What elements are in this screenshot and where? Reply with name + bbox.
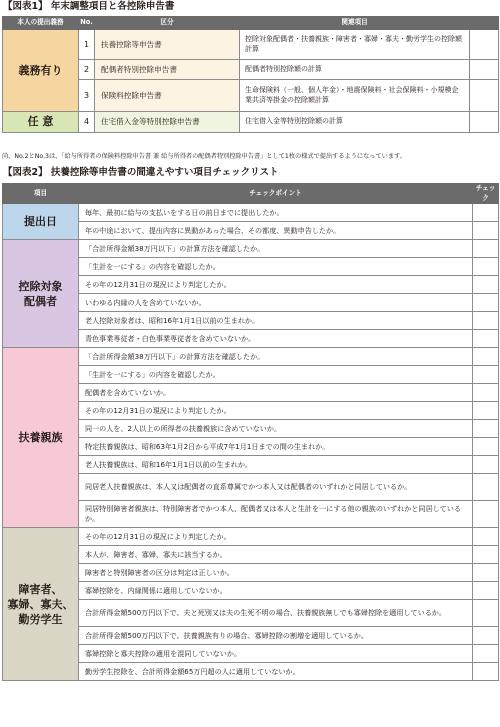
header-item: 項目 xyxy=(3,184,79,204)
check-box-cell[interactable] xyxy=(473,294,499,312)
table-row xyxy=(3,348,499,366)
table-row xyxy=(3,112,499,133)
blank-cell xyxy=(470,60,499,80)
checkpoint-text: 合計所得金額500万円以下で、夫と死別又は夫の生死不明の場合、扶養親族無しでも寡婦控除を適用しているか。 xyxy=(79,600,473,627)
check-box-cell[interactable] xyxy=(473,600,499,627)
checkpoint-text: 青色事業専従者・白色事業専従者を含めていないか。 xyxy=(79,330,473,348)
row-number: 3 xyxy=(79,80,95,112)
check-box-cell[interactable] xyxy=(473,420,499,438)
checkpoint-text: 本人が、障害者、寡婦、寡夫に該当するか。 xyxy=(79,546,473,564)
header-checkpoint: チェックポイント xyxy=(79,184,473,204)
header-blank xyxy=(470,17,499,30)
form-name: 保険料控除申告書 xyxy=(95,80,240,112)
header-no: No. xyxy=(79,17,95,30)
header-category: 区分 xyxy=(95,17,240,30)
row-number: 4 xyxy=(79,112,95,133)
checkpoint-text: 老人扶養親族は、昭和16年1月1日以前の生まれか。 xyxy=(79,456,473,474)
row-number: 2 xyxy=(79,60,95,80)
group-label: 提出日 xyxy=(3,204,79,240)
checkpoint-text: 同一の人を、2人以上の所得者の扶養親族に含めていないか。 xyxy=(79,420,473,438)
table1-header-row xyxy=(3,17,499,30)
checkpoint-text: 合計所得金額500万円以下で、扶養親族有りの場合、寡婦控除の割増を適用しているか。 xyxy=(79,627,473,645)
related-items: 控除対象配偶者・扶養親族・障害者・寡婦・寡夫・勤労学生の控除額計算 xyxy=(240,30,470,60)
group-label-line: 勤労学生 xyxy=(18,612,63,626)
checklist-table xyxy=(2,183,499,681)
checkpoint-text: 毎年、最初に給与の支払いをする日の前日までに提出したか。 xyxy=(79,204,473,222)
header-check: チェック xyxy=(473,184,499,204)
checkpoint-text: 同居特別障害者親族は、特別障害者でかつ本人、配偶者又は本人と生計を一にする他の親族のいずれかと同居しているか。 xyxy=(79,501,473,528)
table-row xyxy=(3,240,499,258)
group-label-line: 寡婦、寡夫、 xyxy=(7,597,74,611)
table-row xyxy=(3,204,499,222)
check-box-cell[interactable] xyxy=(473,276,499,294)
related-items: 配偶者特別控除額の計算 xyxy=(240,60,470,80)
checkpoint-text: 「生計を一にする」の内容を確認したか。 xyxy=(79,258,473,276)
checkpoint-text: 障害者と特別障害者の区分は判定は正しいか。 xyxy=(79,564,473,582)
check-box-cell[interactable] xyxy=(473,240,499,258)
checkpoint-text: 「生計を一にする」の内容を確認したか。 xyxy=(79,366,473,384)
check-box-cell[interactable] xyxy=(473,312,499,330)
check-box-cell[interactable] xyxy=(473,474,499,501)
group-label xyxy=(3,528,79,681)
blank-cell xyxy=(470,112,499,133)
checkpoint-text: 同居老人扶養親族は、本人又は配偶者の直系尊属でかつ本人又は配偶者のいずれかと同居しているか。 xyxy=(79,474,473,501)
group-label-line: 障害者、 xyxy=(18,582,63,596)
table1-title: 【図表1】 年末調整項目と各控除申告書 xyxy=(3,1,175,12)
checkpoint-text: その年の12月31日の現況により判定したか。 xyxy=(79,276,473,294)
header-related-items: 関連項目 xyxy=(240,17,470,30)
check-box-cell[interactable] xyxy=(473,330,499,348)
checkpoint-text: その年の12月31日の現況により判定したか。 xyxy=(79,402,473,420)
check-box-cell[interactable] xyxy=(473,402,499,420)
checkpoint-text: 年の中途において、提出内容に異動があった場合、その都度、異動申告したか。 xyxy=(79,222,473,240)
table2-header-row xyxy=(3,184,499,204)
checkpoint-text: 特定扶養親族は、昭和63年1月2日から平成7年1月1日までの間の生まれか。 xyxy=(79,438,473,456)
checkpoint-text: いわゆる内縁の人を含めていないか。 xyxy=(79,294,473,312)
check-box-cell[interactable] xyxy=(473,456,499,474)
check-box-cell[interactable] xyxy=(473,366,499,384)
check-box-cell[interactable] xyxy=(473,582,499,600)
check-box-cell[interactable] xyxy=(473,627,499,645)
check-box-cell[interactable] xyxy=(473,384,499,402)
check-box-cell[interactable] xyxy=(473,564,499,582)
duty-required-label: 義務有り xyxy=(3,30,79,112)
table-row xyxy=(3,528,499,546)
blank-cell xyxy=(470,30,499,60)
check-box-cell[interactable] xyxy=(473,546,499,564)
check-box-cell[interactable] xyxy=(473,663,499,681)
group-label xyxy=(3,240,79,348)
group-label-line: 配偶者 xyxy=(24,294,57,308)
optional-label: 任 意 xyxy=(3,112,79,133)
related-items: 住宅借入金等特別控除額の計算 xyxy=(240,112,470,133)
table2-title: 【図表2】 扶養控除等申告書の間違えやすい項目チェックリスト xyxy=(3,167,279,178)
checkpoint-text: 寡婦控除と寡夫控除の適用を混同していないか。 xyxy=(79,645,473,663)
header-duty: 本人の提出義務 xyxy=(3,17,79,30)
deduction-forms-table xyxy=(2,16,499,133)
blank-cell xyxy=(470,80,499,112)
related-items: 生命保険料（一般、個人年金）・地震保険料・社会保険料・小規模企業共済等掛金の控除額計算 xyxy=(240,80,470,112)
form-name: 配偶者特別控除申告書 xyxy=(95,60,240,80)
check-box-cell[interactable] xyxy=(473,645,499,663)
check-box-cell[interactable] xyxy=(473,528,499,546)
check-box-cell[interactable] xyxy=(473,501,499,528)
checkpoint-text: 「合計所得金額38万円以下」の計算方法を確認したか。 xyxy=(79,348,473,366)
check-box-cell[interactable] xyxy=(473,258,499,276)
form-name: 住宅借入金等特別控除申告書 xyxy=(95,112,240,133)
checkpoint-text: 「合計所得金額38万円以下」の計算方法を確認したか。 xyxy=(79,240,473,258)
check-box-cell[interactable] xyxy=(473,222,499,240)
check-box-cell[interactable] xyxy=(473,438,499,456)
group-label: 扶養親族 xyxy=(3,348,79,528)
check-box-cell[interactable] xyxy=(473,204,499,222)
row-number: 1 xyxy=(79,30,95,60)
checkpoint-text: 寡婦控除を、内縁関係に適用していないか。 xyxy=(79,582,473,600)
table-row xyxy=(3,30,499,60)
checkpoint-text: 老人控除対象者は、昭和16年1月1日以前の生まれか。 xyxy=(79,312,473,330)
check-box-cell[interactable] xyxy=(473,348,499,366)
form-name: 扶養控除等申告書 xyxy=(95,30,240,60)
table1-footnote: 尚、No.2とNo.3は、「給与所得者の保険料控除申告書 兼 給与所得者の配偶者特別控除申告書」として1枚の様式で提出するようになっています。 xyxy=(2,153,406,160)
checkpoint-text: その年の12月31日の現況により判定したか。 xyxy=(79,528,473,546)
group-label-line: 控除対象 xyxy=(18,279,63,293)
checkpoint-text: 配偶者を含めていないか。 xyxy=(79,384,473,402)
checkpoint-text: 勤労学生控除を、合計所得金額65万円超の人に適用していないか。 xyxy=(79,663,473,681)
